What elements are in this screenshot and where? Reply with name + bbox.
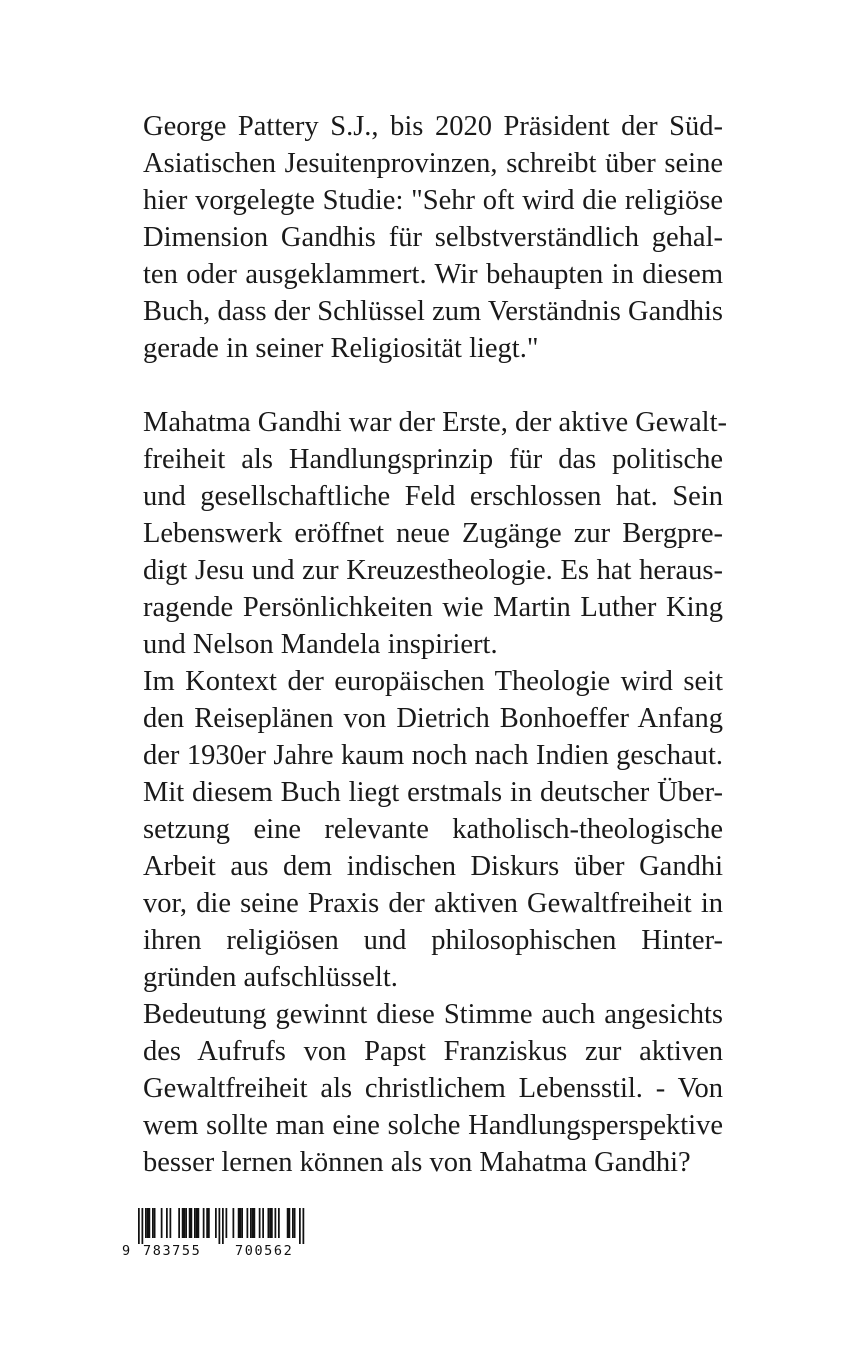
text-line: setzung eine relevante katholisch-theologische xyxy=(143,814,723,845)
barcode-bar xyxy=(219,1208,221,1244)
barcode-bar xyxy=(268,1208,270,1238)
barcode-bar xyxy=(292,1208,294,1238)
barcode-bar xyxy=(289,1208,291,1238)
text-line: Gewaltfreiheit als christlichem Lebensstil. - Von xyxy=(143,1073,723,1104)
barcode-bar xyxy=(294,1208,296,1238)
text-line: Mit diesem Buch liegt erstmals in deutscher Über- xyxy=(143,777,723,808)
blurb-paragraph-2 xyxy=(143,404,728,1181)
barcode-bar xyxy=(170,1208,172,1238)
text-line: und Nelson Mandela inspiriert. xyxy=(143,629,498,660)
text-line: freiheit als Handlungsprinzip für das politische xyxy=(143,444,723,475)
barcode-first-digit: 9 xyxy=(122,1243,131,1259)
text-line: Lebenswerk eröffnet neue Zugänge zur Bergpre- xyxy=(143,518,723,549)
text-line: wem sollte man eine solche Handlungsperspektive xyxy=(143,1110,723,1141)
barcode-bar xyxy=(287,1208,289,1238)
text-line: der 1930er Jahre kaum noch nach Indien geschaut. xyxy=(143,740,723,771)
text-line: gründen aufschlüsselt. xyxy=(143,962,398,993)
text-line: Bedeutung gewinnt diese Stimme auch angesichts xyxy=(143,999,723,1030)
text-line: Im Kontext der europäischen Theologie wird seit xyxy=(143,666,723,697)
barcode-left-group: 783755 xyxy=(143,1243,202,1259)
barcode-bar xyxy=(254,1208,256,1238)
barcode-bar xyxy=(226,1208,228,1238)
barcode-bar xyxy=(269,1208,271,1238)
barcode-bar xyxy=(154,1208,156,1238)
text-line: und gesellschaftliche Feld erschlossen hat. Sein xyxy=(143,481,723,512)
barcode-bar xyxy=(233,1208,235,1238)
barcode-bar xyxy=(203,1208,205,1238)
barcode-bar xyxy=(147,1208,149,1238)
barcode-bar xyxy=(208,1208,210,1238)
barcode-bar xyxy=(149,1208,151,1238)
text-line: ragende Persönlichkeiten wie Martin Luther King xyxy=(143,592,723,623)
barcode-digits xyxy=(118,1242,308,1260)
barcode-bar xyxy=(250,1208,252,1238)
barcode-bar xyxy=(252,1208,254,1238)
barcode-bar xyxy=(178,1208,180,1238)
barcode-bar xyxy=(198,1208,200,1238)
text-line: Mahatma Gandhi war der Erste, der aktive Gewalt- xyxy=(143,407,728,438)
text-line: gerade in seiner Religiosität liegt." xyxy=(143,333,539,364)
barcode-bar xyxy=(166,1208,168,1238)
text-line: besser lernen können als von Mahatma Gandhi? xyxy=(143,1147,691,1178)
text-line: ihren religiösen und philosophischen Hinter- xyxy=(143,925,723,956)
barcode-bar xyxy=(182,1208,184,1238)
barcode-bar xyxy=(238,1208,240,1238)
text-line: hier vorgelegte Studie: "Sehr oft wird die religiöse xyxy=(143,185,723,216)
text-line: Arbeit aus dem indischen Diskurs über Gandhi xyxy=(143,851,723,882)
barcode-bar xyxy=(152,1208,154,1238)
barcode-bar xyxy=(196,1208,198,1238)
barcode-bar xyxy=(194,1208,196,1238)
text-line: den Reiseplänen von Dietrich Bonhoeffer Anfang xyxy=(143,703,723,734)
barcode-bar xyxy=(191,1208,193,1238)
barcode-bar xyxy=(184,1208,186,1238)
barcode-bar xyxy=(145,1208,147,1238)
barcode-bar xyxy=(142,1208,144,1244)
isbn-barcode xyxy=(118,1208,308,1263)
text-line: des Aufrufs von Papst Franziskus zur aktiven xyxy=(143,1036,723,1067)
barcode-bar xyxy=(185,1208,187,1238)
barcode-bar xyxy=(303,1208,305,1244)
barcode-bar xyxy=(206,1208,208,1238)
barcode-right-group: 700562 xyxy=(235,1243,294,1259)
text-line: ten oder ausgeklammert. Wir behaupten in diesem xyxy=(143,259,723,290)
barcode-bar xyxy=(299,1208,301,1244)
text-line: Dimension Gandhis für selbstverständlich gehal- xyxy=(143,222,723,253)
text-line: Asiatischen Jesuitenprovinzen, schreibt über seine xyxy=(143,148,723,179)
barcode-bar xyxy=(215,1208,217,1238)
barcode-bar xyxy=(271,1208,273,1238)
barcode-bar xyxy=(259,1208,261,1238)
barcode-bar xyxy=(262,1208,264,1238)
barcode-bar xyxy=(138,1208,140,1244)
text-line: George Pattery S.J., bis 2020 Präsident der Süd- xyxy=(143,111,723,142)
barcode-bar xyxy=(161,1208,163,1238)
text-line: vor, die seine Praxis der aktiven Gewaltfreiheit in xyxy=(143,888,723,919)
barcode-bar xyxy=(247,1208,249,1238)
blurb-paragraph-1 xyxy=(143,108,723,367)
barcode-bar xyxy=(241,1208,243,1238)
barcode-bar xyxy=(278,1208,280,1238)
barcode-bar xyxy=(189,1208,191,1238)
barcode-bar xyxy=(240,1208,242,1238)
barcode-bar xyxy=(222,1208,224,1244)
text-line: Buch, dass der Schlüssel zum Verständnis Gandhis xyxy=(143,296,723,327)
text-line: digt Jesu und zur Kreuzestheologie. Es hat heraus- xyxy=(143,555,723,586)
barcode-bars xyxy=(118,1208,308,1244)
barcode-bar xyxy=(275,1208,277,1238)
